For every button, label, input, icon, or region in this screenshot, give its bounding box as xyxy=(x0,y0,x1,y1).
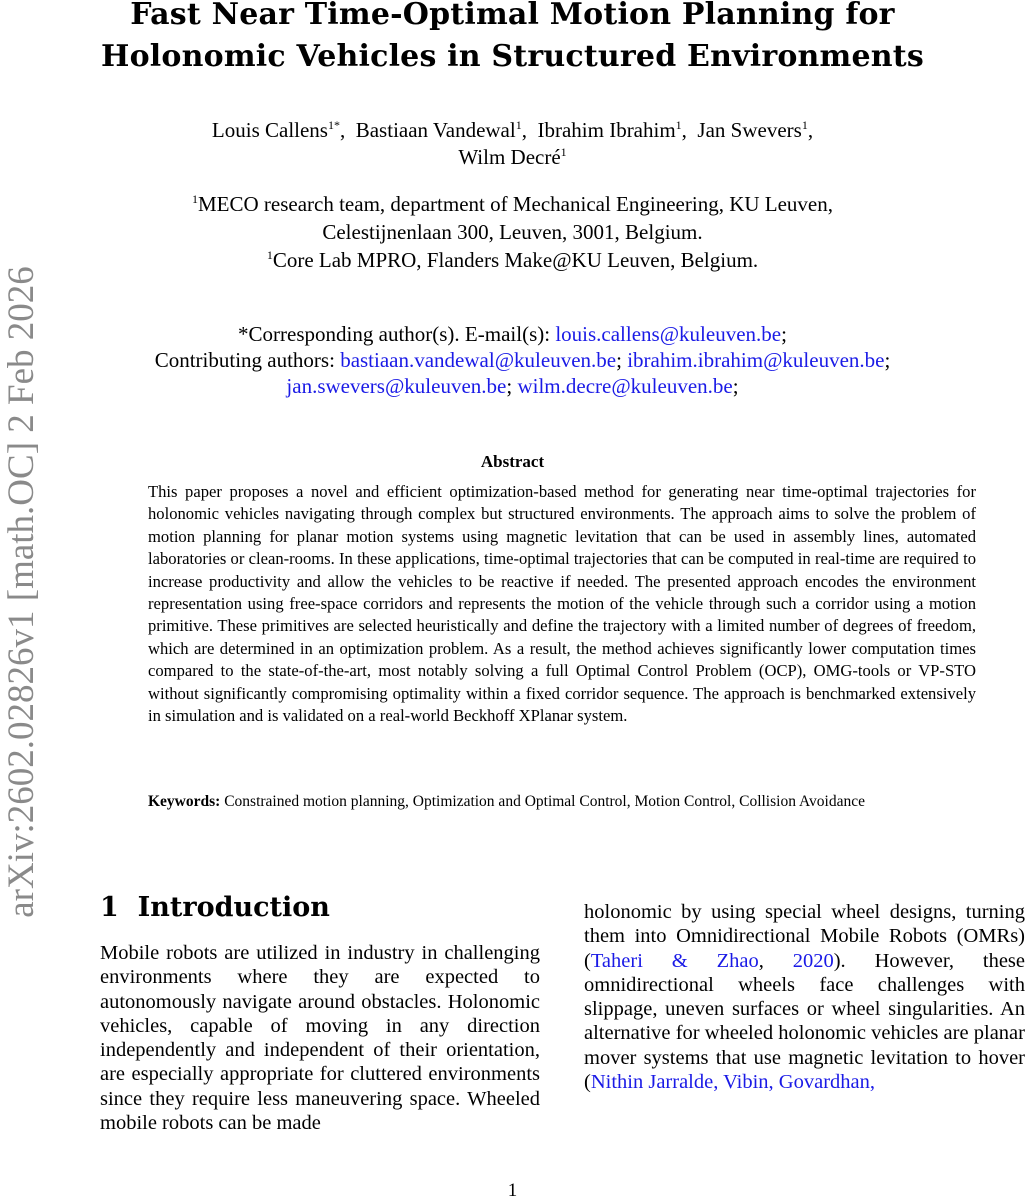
intro-right-column xyxy=(584,900,1025,1094)
intro-left-column: Mobile robots are utilized in industry in challenging environments where they are expected to autonomously navigate around obstacles. Holonomic vehicles, capable of moving in any direction independently and independent of their orientation, are especially appropriate for cluttered environments since they require less maneuvering space. Wheeled mobile robots can be made xyxy=(100,942,540,1135)
affil-sup: 1 xyxy=(191,192,198,206)
author-name: Bastiaan Vandewal xyxy=(355,118,516,142)
intro-text: ). However, these omnidirectional wheels face challenges with slippage, uneven surfaces or wheel singularities. An alternative for wheeled holonomic vehicles are planar mover systems that use magnetic levitation to hover ( xyxy=(584,949,1025,1094)
email-link[interactable]: louis.callens@kuleuven.be xyxy=(555,322,782,346)
email-link[interactable]: wilm.decre@kuleuven.be xyxy=(517,374,733,398)
email-link[interactable]: jan.swevers@kuleuven.be xyxy=(286,374,507,398)
author-sup: 1* xyxy=(327,118,340,132)
citation-link[interactable]: Nithin Jarralde, Vibin, Govardhan, xyxy=(590,1071,876,1094)
keywords-text: Constrained motion planning, Optimization and Optimal Control, Motion Control, Collision Avoidance xyxy=(224,793,865,810)
section-heading xyxy=(100,892,330,923)
citation-link[interactable]: Taheri & Zhao xyxy=(590,949,759,972)
affil-sup: 1 xyxy=(266,248,273,262)
author-name: Ibrahim Ibrahim xyxy=(537,118,676,142)
page-number: 1 xyxy=(507,1180,518,1201)
title-line-1: Fast Near Time-Optimal Motion Planning for xyxy=(130,0,895,32)
affil-line: MECO research team, department of Mechanical Engineering, KU Leuven, xyxy=(197,192,833,216)
abstract-text: This paper proposes a novel and efficient optimization-based method for generating near time-optimal trajectories for holonomic vehicles navigating through complex but structured environments. The approach aims to solve the problem of motion planning for planar motion systems using magnetic levitation that can be used in assembly lines, automated laboratories or clean-rooms. In these applications, time-optimal trajectories that can be computed in real-time are required to increase productivity and allow the vehicles to be reactive if needed. The presented approach encodes the environment representation using free-space corridors and represents the motion of the vehicle through such a corridor using a motion primitive. These primitives are selected heuristically and define the trajectory with a limited number of degrees of freedom, which are determined in an optimization problem. As a result, the method achieves significantly lower computation times compared to the state-of-the-art, most notably solving a full Optimal Control Problem (OCP), OMG-tools or VP-STO without significantly compromising optimality within a fixed corridor sequence. The approach is benchmarked extensively in simulation and is validated on a real-world Beckhoff XPlanar system. xyxy=(148,482,976,726)
contact-block: *Corresponding author(s). E-mail(s): louis.callens@kuleuven.be; Contributing authors: bastiaan.vandewal@kuleuven.be; ibrahim.ibrahim@kuleuven.be; jan.swevers@kuleuven.be; wilm.decre@kuleuven.be; xyxy=(154,322,891,398)
keywords xyxy=(148,792,976,812)
section-number: 1 xyxy=(100,892,119,923)
section-title: Introduction xyxy=(137,892,330,923)
abstract-heading: Abstract xyxy=(480,452,545,471)
citation-link[interactable]: 2020 xyxy=(792,949,834,972)
author-name: Wilm Decré xyxy=(458,145,561,169)
email-link[interactable]: bastiaan.vandewal@kuleuven.be xyxy=(340,348,617,372)
title-line-2: Holonomic Vehicles in Structured Environments xyxy=(101,39,924,74)
author-sup: 1 xyxy=(801,118,808,132)
author-sup: 1 xyxy=(560,145,567,159)
paper-title xyxy=(0,0,1025,78)
author-sup: 1 xyxy=(675,118,682,132)
author-name: Jan Swevers xyxy=(697,118,802,142)
affil-line: Core Lab MPRO, Flanders Make@KU Leuven, Belgium. xyxy=(272,248,759,272)
affil-line: Celestijnenlaan 300, Leuven, 3001, Belgium. xyxy=(322,220,703,244)
author-sup: 1 xyxy=(515,118,522,132)
intro-text: holonomic by using special wheel designs, turning them into Omnidirectional Mobile Robots (OMRs) ( xyxy=(584,901,1025,972)
author-name: Louis Callens xyxy=(211,118,328,142)
email-link[interactable]: ibrahim.ibrahim@kuleuven.be xyxy=(627,348,885,372)
contributing-label: Contributing authors: xyxy=(154,348,335,372)
arxiv-stamp: arXiv:2602.02826v1 [math.OC] 2 Feb 2026 xyxy=(1,266,42,918)
author-list: Louis Callens$^{1*}$, Bastiaan Vandewal$^1$, Ibrahim Ibrahim$^1$, Jan Swevers$^1$, Wilm Decré$^1$ xyxy=(211,118,814,169)
citation-separator: , xyxy=(758,949,793,972)
corresponding-label: *Corresponding author(s). E-mail(s): xyxy=(238,322,551,346)
affiliations xyxy=(0,190,1025,274)
keywords-label: Keywords: xyxy=(148,793,221,810)
